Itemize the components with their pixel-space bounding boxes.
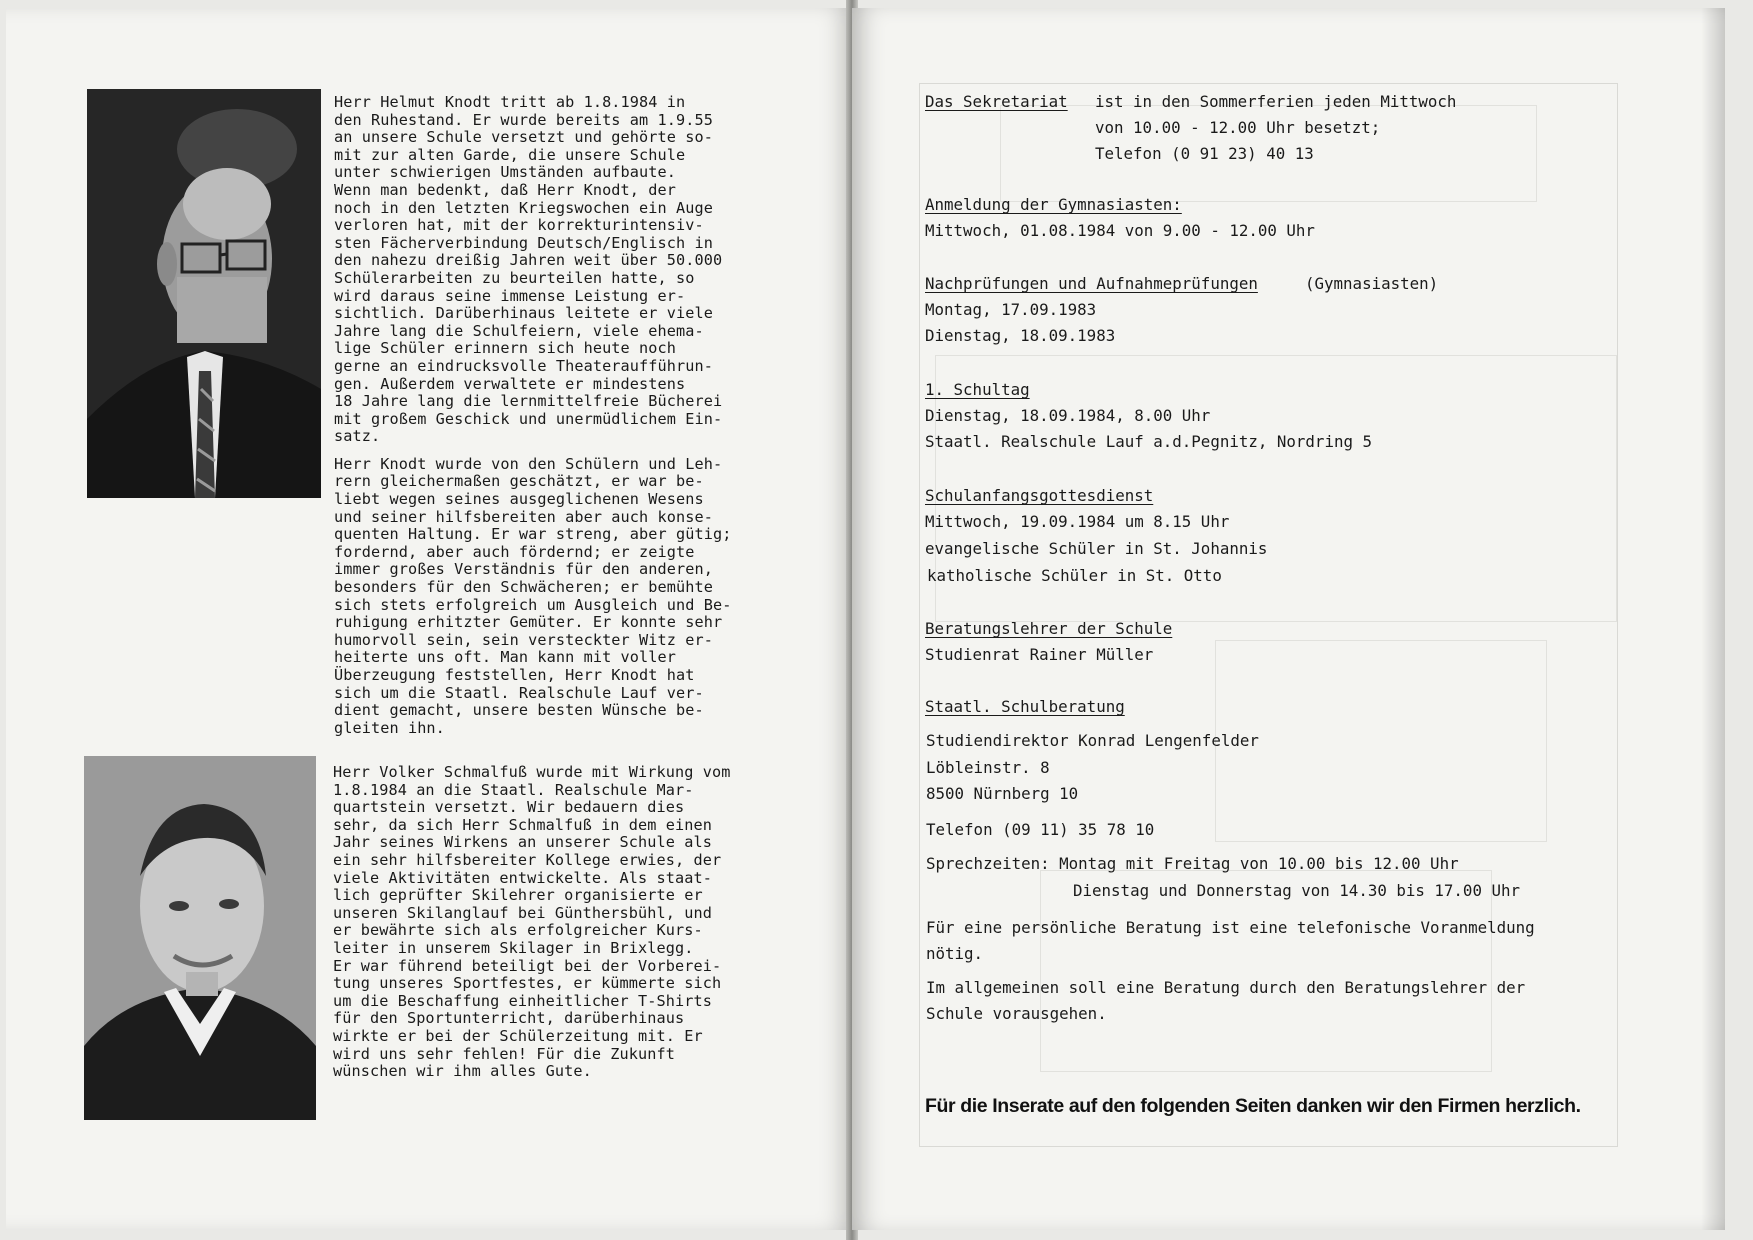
nachpruefungen-heading: Nachprüfungen und Aufnahmeprüfungen bbox=[925, 274, 1258, 293]
schultag-line-2: Staatl. Realschule Lauf a.d.Pegnitz, Nordring 5 bbox=[925, 432, 1372, 451]
portrait-photo-knodt bbox=[87, 89, 321, 498]
schultag-heading: 1. Schultag bbox=[925, 380, 1030, 399]
anmeldung-heading: Anmeldung der Gymnasiasten: bbox=[925, 195, 1182, 214]
faint-ad-block-4 bbox=[1040, 870, 1492, 1072]
schulberatung-note-4: Schule vorausgehen. bbox=[926, 1004, 1107, 1023]
article-schmalfuss-paragraph-1: Herr Volker Schmalfuß wurde mit Wirkung vom 1.8.1984 an die Staatl. Realschule Mar- quartstein versetzt. Wir bedauern dies sehr, da sich Herr Schmalfuß in dem einen Jahr seines Wirkens an unserer Schule als ein sehr hilfsbereiter Kollege erwies, der viele Aktivitäten entwickelte. Als staat- lich geprüfter Skilehrer organisierte er unseren Skilanglauf bei Günthersbühl, und er bewährte sich als erfolgreicher Kurs- leiter in unserem Skilager in Brixlegg. Er war führend beteiligt bei der Vorberei- tung unseres Sportfestes, er kümmerte sich um die Beschaffung einheitlicher T-Shirts für den Sportunterricht, darüberhinaus wirkte er bei der Schülerzeitung mit. Er wird uns sehr fehlen! Für die Zukunft wünschen wir ihm alles Gute. bbox=[333, 763, 731, 1081]
beratungslehrer-heading: Beratungslehrer der Schule bbox=[925, 619, 1173, 638]
gottesdienst-heading: Schulanfangsgottesdienst bbox=[925, 486, 1154, 505]
schulberatung-note-1: Für eine persönliche Beratung ist eine telefonische Voranmeldung bbox=[926, 918, 1535, 937]
article-schmalfuss bbox=[333, 764, 803, 1091]
anmeldung-line-1: Mittwoch, 01.08.1984 von 9.00 - 12.00 Uhr bbox=[925, 221, 1315, 240]
schulberatung-note-3: Im allgemeinen soll eine Beratung durch den Beratungslehrer der bbox=[926, 978, 1526, 997]
nachpruefungen-line-2: Dienstag, 18.09.1983 bbox=[925, 326, 1116, 345]
schulberatung-line-3: 8500 Nürnberg 10 bbox=[926, 784, 1079, 803]
gottesdienst-line-2: evangelische Schüler in St. Johannis bbox=[925, 539, 1268, 558]
article-knodt-paragraph-1: Herr Helmut Knodt tritt ab 1.8.1984 in den Ruhestand. Er wurde bereits am 1.9.55 an unsere Schule versetzt und gehörte so- mit zur alten Garde, die unsere Schule unter schwierigen Umständen aufbaute. Wenn man bedenkt, daß Herr Knodt, der noch in den letzten Kriegswochen ein Auge verloren hat, mit der korrekturintensiv- sten Fächerverbindung Deutsch/Englisch in den nahezu dreißig Jahren weit über 50.000 Schülerarbeiten zu beurteilen hatte, so wird daraus seine immense Leistung er- sichtlich. Darüberhinaus leitete er viele Jahre lang die Schulfeiern, viele ehema- lige Schüler erinnern sich heute noch gerne an eindrucksvolle Theateraufführun- gen. Außerdem verwaltete er mindestens 18 Jahre lang die lernmittelfreie Bücherei mit großem Geschick und unermüdlichem Ein- satz. bbox=[334, 93, 723, 446]
article-knodt bbox=[334, 94, 804, 747]
article-knodt-paragraph-2: Herr Knodt wurde von den Schülern und Leh- rern gleichermaßen geschätzt, er war be- liebt wegen seines ausgeglichenen Wesens und seiner hilfsbereiten aber auch konse- quenten Haltung. Er war streng, aber gütig; fordernd, aber auch fördernd; er zeigte immer großes Verständnis für den anderen, besonders für den Schwächeren; er bemühte sich stets erfolgreich um Ausgleich und Be- ruhigung erhitzter Gemüter. Er konnte sehr humorvoll sein, sein versteckter Witz er- heiterte uns oft. Man kann mit voller Überzeugung feststellen, Herr Knodt hat sich um die Staatl. Realschule Lauf ver- dient gemacht, unsere besten Wünsche be- gleiten ihn. bbox=[334, 454, 732, 737]
schulberatung-note-2: nötig. bbox=[926, 944, 984, 963]
sekretariat-line-2: von 10.00 - 12.00 Uhr besetzt; bbox=[1095, 118, 1381, 137]
schultag-line-1: Dienstag, 18.09.1984, 8.00 Uhr bbox=[925, 406, 1211, 425]
faint-ad-block-3 bbox=[1215, 640, 1547, 842]
gottesdienst-line-1: Mittwoch, 19.09.1984 um 8.15 Uhr bbox=[925, 512, 1230, 531]
nachpruefungen-suffix: (Gymnasiasten) bbox=[1305, 274, 1439, 293]
schulberatung-heading: Staatl. Schulberatung bbox=[925, 697, 1125, 716]
schulberatung-hours-2: Dienstag und Donnerstag von 14.30 bis 17.00 Uhr bbox=[1073, 881, 1520, 900]
nachpruefungen-line-1: Montag, 17.09.1983 bbox=[925, 300, 1097, 319]
beratungslehrer-line-1: Studienrat Rainer Müller bbox=[925, 645, 1154, 664]
schulberatung-phone: Telefon (09 11) 35 78 10 bbox=[926, 820, 1155, 839]
schulberatung-line-2: Löbleinstr. 8 bbox=[926, 758, 1050, 777]
schulberatung-hours-1: Sprechzeiten: Montag mit Freitag von 10.00 bis 12.00 Uhr bbox=[926, 854, 1459, 873]
advertisers-thanks: Für die Inserate auf den folgenden Seiten danken wir den Firmen herzlich. bbox=[925, 1095, 1581, 1117]
portrait-photo-schmalfuss bbox=[84, 756, 316, 1120]
gottesdienst-line-3: katholische Schüler in St. Otto bbox=[927, 566, 1222, 585]
sekretariat-line-1: ist in den Sommerferien jeden Mittwoch bbox=[1095, 92, 1457, 111]
sekretariat-line-3: Telefon (0 91 23) 40 13 bbox=[1095, 144, 1314, 163]
sekretariat-heading: Das Sekretariat bbox=[925, 92, 1068, 111]
schulberatung-line-1: Studiendirektor Konrad Lengenfelder bbox=[926, 731, 1259, 750]
